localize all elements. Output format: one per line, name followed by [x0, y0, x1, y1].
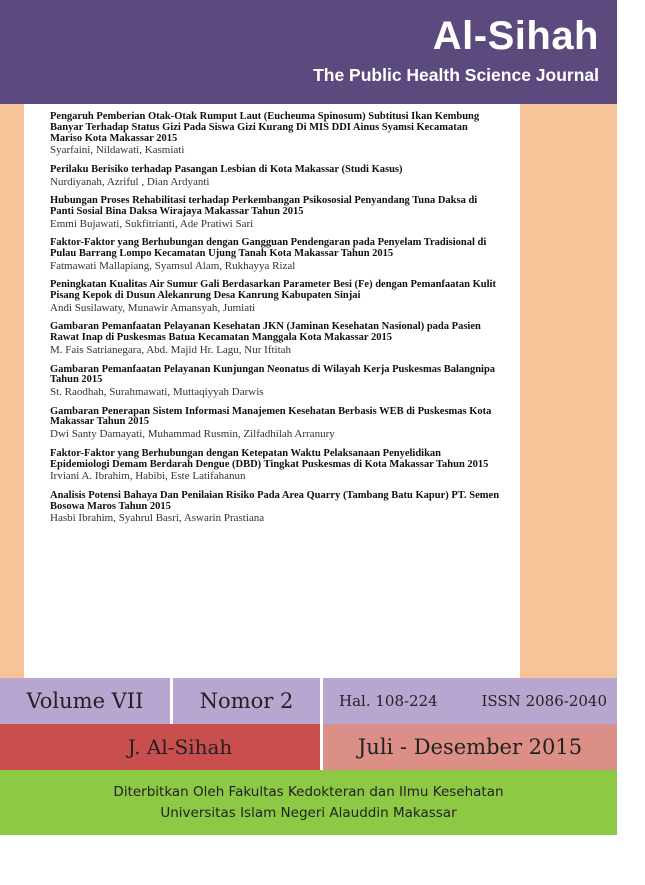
- journal-abbreviation: [0, 724, 320, 770]
- article-item: [50, 280, 500, 314]
- article-title: Gambaran Penerapan Sistem Informasi Manajemen Kesehatan Berbasis WEB di Puskesmas Kota Makassar Tahun 2015: [50, 405, 492, 428]
- pages-and-issn: [323, 678, 617, 724]
- article-authors: Hasbi Ibrahim, Syahrul Basri, Aswarin Prastiana: [50, 512, 265, 525]
- publisher-line-1: Diterbitkan Oleh Fakultas Kedokteran dan Ilmu Kesehatan: [113, 783, 504, 800]
- left-accent-strip: [0, 104, 24, 678]
- article-title: Faktor-Faktor yang Berhubungan dengan Gangguan Pendengaran pada Penyelam Tradisional di Pulau Barrang Lompo Kecamatan Ujung Tanah Kota Makassar Tahun 2015: [50, 237, 487, 260]
- article-authors: M. Fais Satrianegara, Abd. Majid Hr. Lagu, Nur Iftitah: [50, 344, 292, 357]
- article-authors: Irviani A. Ibrahim, Habibi, Este Latifahanun: [50, 470, 246, 483]
- article-item: [50, 238, 500, 272]
- article-title: Hubungan Proses Rehabilitasi terhadap Perkembangan Psikososial Penyandang Tuna Daksa di Panti Sosial Bina Daksa Wirajaya Makassar Tahun 2015: [50, 195, 478, 217]
- publisher-footer: [0, 770, 617, 835]
- article-authors: Dwi Santy Damayati, Muhammad Rusmin, Zilfadhilah Arranury: [50, 428, 335, 441]
- journal-title: Al-Sihah: [432, 14, 599, 58]
- article-title: Gambaran Pemanfaatan Pelayanan Kunjungan Neonatus di Wilayah Kerja Puskesmas Balangnipa Tahun 2015: [50, 363, 496, 386]
- volume-text: Volume VII: [26, 689, 144, 713]
- article-authors: St. Raodhah, Surahmawati, Muttaqiyyah Darwis: [50, 386, 264, 399]
- article-item: [50, 196, 500, 230]
- article-authors: Andi Susilawaty, Munawir Amansyah, Jumiati: [50, 301, 256, 314]
- article-authors: Emmi Bujawati, Sukfitrianti, Ade Pratiwi Sari: [50, 217, 254, 230]
- pages-text: Hal. 108-224: [339, 692, 438, 710]
- article-item: [50, 112, 500, 157]
- journal-subtitle: The Public Health Science Journal: [313, 65, 599, 85]
- publication-period: [323, 724, 617, 770]
- article-title: Pengaruh Pemberian Otak-Otak Rumput Laut (Eucheuma Spinosum) Subtitusi Ikan Kembung Banyar Terhadap Status Gizi Pada Siswa Gizi Kurang Di MIS DDI Ainus Syamsi Kecamatan Mariso Kota Makassar 2015: [50, 111, 480, 144]
- article-item: [50, 365, 500, 399]
- article-item: [50, 449, 500, 483]
- issue-number-text: Nomor 2: [199, 689, 294, 713]
- article-list: [50, 112, 500, 533]
- journal-abbreviation-text: J. Al-Sihah: [127, 735, 233, 759]
- publication-period-text: Juli - Desember 2015: [357, 735, 583, 759]
- issue-number-label: [173, 678, 320, 724]
- article-title: Analisis Potensi Bahaya Dan Penilaian Risiko Pada Area Quarry (Tambang Batu Kapur) PT. Semen Bosowa Maros Tahun 2015: [50, 489, 500, 512]
- publisher-line-2: Universitas Islam Negeri Alauddin Makassar: [160, 804, 457, 821]
- article-item: [50, 491, 500, 525]
- volume-label: [0, 678, 170, 724]
- cover-header: [0, 0, 617, 104]
- article-title: Perilaku Berisiko terhadap Pasangan Lesbian di Kota Makassar (Studi Kasus): [50, 163, 403, 175]
- article-authors: Nurdiyanah, Azriful , Dian Ardyanti: [50, 175, 210, 188]
- article-item: [50, 165, 500, 188]
- article-authors: Fatmawati Mallapiang, Syamsul Alam, Rukhayya Rizal: [50, 259, 296, 272]
- article-authors: Syarfaini, Nildawati, Kasmiati: [50, 144, 185, 157]
- article-title: Gambaran Pemanfaatan Pelayanan Kesehatan JKN (Jaminan Kesehatan Nasional) pada Pasien Rawat Inap di Puskesmas Batua Kecamatan Manggala Kota Makassar 2015: [50, 321, 481, 344]
- article-title: Faktor-Faktor yang Berhubungan dengan Ketepatan Waktu Pelaksanaan Penyelidikan Epidemiologi Demam Berdarah Dengue (DBD) Tingkat Puskesmas di Kota Makassar Tahun 2015: [50, 447, 489, 470]
- article-item: [50, 407, 500, 441]
- right-accent-strip: [520, 104, 617, 678]
- issn-text: ISSN 2086-2040: [481, 692, 607, 710]
- article-title: Peningkatan Kualitas Air Sumur Gali Berdasarkan Parameter Besi (Fe) dengan Pemanfaatan Kulit Pisang Kepok di Dusun Alekanrung Desa Kanrung Kabupaten Sinjai: [50, 279, 496, 302]
- article-item: [50, 322, 500, 356]
